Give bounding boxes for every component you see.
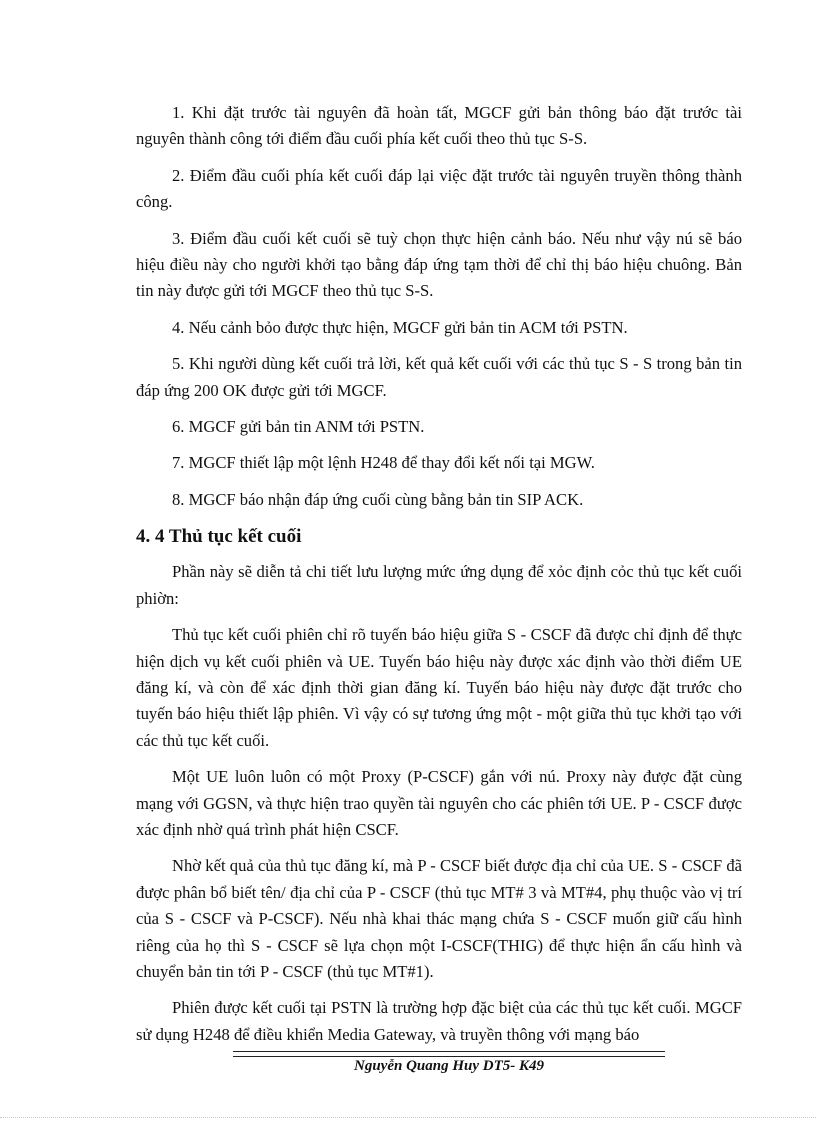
numbered-item-8: 8. MGCF báo nhận đáp ứng cuối cùng bằng bản tin SIP ACK. (172, 489, 584, 509)
footer-divider (233, 1051, 665, 1057)
numbered-item-6: 6. MGCF gửi bản tin ANM tới PSTN. (172, 417, 425, 437)
numbered-item-4: 4. Nếu cảnh bỏo được thực hiện, MGCF gửi bản tin ACM tới PSTN. (172, 317, 628, 337)
paragraph-2: Thủ tục kết cuối phiên chỉ rõ tuyến báo hiệu giữa S - CSCF đã được chỉ định để thực hiện dịch vụ kết cuối phiên và UE. Tuyến báo hiệu này được xác định vào thời điểm UE đăng kí, và còn để xác định thời gian đăng kí. Tuyến báo hiệu này được đặt trước cho tuyến báo hiệu thiết lập phiên. Vì vậy có sự tương ứng một - một giữa thủ tục khởi tạo với các thủ tục kết cuối. (136, 625, 742, 750)
numbered-item-2: 2. Điểm đầu cuối phía kết cuối đáp lại việc đặt trước tài nguyên truyền thông thành công. (136, 165, 742, 212)
section-heading: 4. 4 Thủ tục kết cuối (136, 526, 302, 548)
page-bottom-border (0, 1117, 816, 1118)
paragraph-3: Một UE luôn luôn có một Proxy (P-CSCF) gắn với nú. Proxy này được đặt cùng mạng với GGSN, và thực hiện trao quyền tài nguyên cho các phiên tới UE. P - CSCF được xác định nhờ quá trình phát hiện CSCF. (136, 767, 742, 839)
paragraph-4: Nhờ kết quả của thủ tục đăng kí, mà P - CSCF biết được địa chỉ của UE. S - CSCF đã được phân bổ biết tên/ địa chỉ của P - CSCF (thủ tục MT# 3 và MT#4, phụ thuộc vào vị trí của S - CSCF và P-CSCF). Nếu nhà khai thác mạng chứa S - CSCF muốn giữ cấu hình riêng của họ thì S - CSCF sẽ lựa chọn một I-CSCF(THIG) để thực hiện ẩn cấu hình và chuyển bản tin tới P - CSCF (thủ tục MT#1). (136, 856, 742, 981)
numbered-item-3: 3. Điểm đầu cuối kết cuối sẽ tuỳ chọn thực hiện cảnh báo. Nếu như vậy nú sẽ báo hiệu điều này cho người khởi tạo bằng đáp ứng tạm thời để chỉ thị báo hiệu chuông. Bản tin này được gửi tới MGCF theo thủ tục S-S. (136, 228, 742, 301)
page-content (136, 100, 742, 1058)
paragraph-5: Phiên được kết cuối tại PSTN là trường hợp đặc biệt của các thủ tục kết cuối. MGCF sử dụng H248 để điều khiển Media Gateway, và truyền thông với mạng báo (136, 998, 742, 1044)
paragraph-1: Phần này sẽ diễn tả chi tiết lưu lượng mức ứng dụng để xỏc định cỏc thủ tục kết cuối phiờn: (136, 562, 742, 608)
numbered-item-1: 1. Khi đặt trước tài nguyên đã hoàn tất, MGCF gửi bản thông báo đặt trước tài nguyên thành công tới điểm đầu cuối phía kết cuối theo thủ tục S-S. (136, 103, 742, 149)
footer-author: Nguyễn Quang Huy DT5- K49 (353, 1058, 544, 1074)
numbered-item-5: 5. Khi người dùng kết cuối trả lời, kết quả kết cuối với các thủ tục S - S trong bản tin đáp ứng 200 OK được gửi tới MGCF. (136, 354, 742, 400)
numbered-item-7: 7. MGCF thiết lập một lệnh H248 để thay đổi kết nối tại MGW. (172, 453, 595, 473)
